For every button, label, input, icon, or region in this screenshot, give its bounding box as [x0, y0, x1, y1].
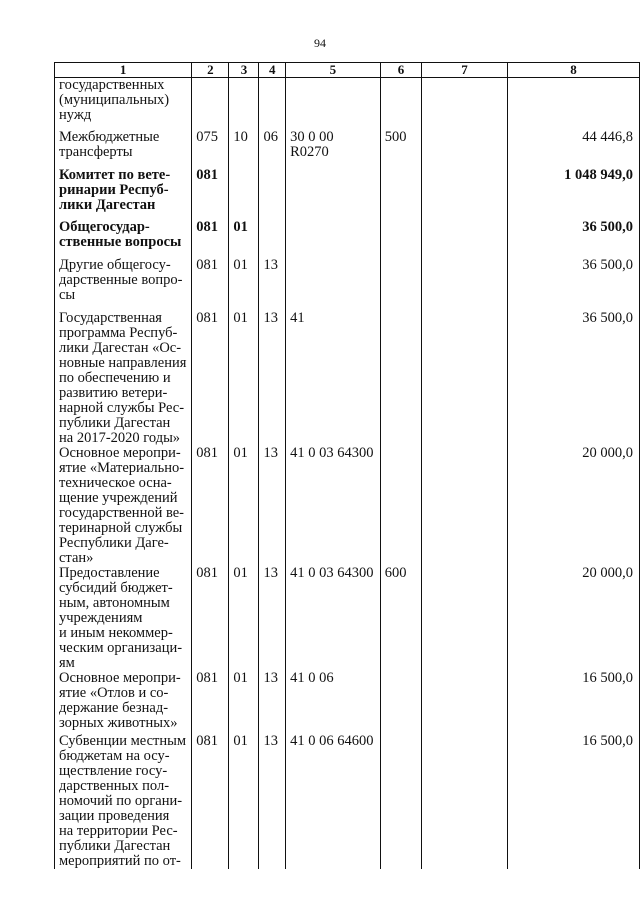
row-section-cell [229, 734, 259, 869]
row-amount-cell-text: 36 500,0 [582, 218, 633, 235]
table-row [55, 130, 640, 168]
row-target-article-cell [286, 566, 381, 671]
row-admin-code-cell [192, 258, 229, 311]
budget-table [54, 62, 640, 869]
row-section-cell [229, 78, 259, 130]
row-admin-code-cell [192, 130, 229, 168]
row-admin-code-cell-text: 081 [196, 218, 219, 235]
table-row [55, 78, 640, 130]
row-column7-cell [422, 258, 508, 311]
row-target-article-cell [286, 258, 381, 311]
row-section-cell [229, 311, 259, 446]
table-row [55, 168, 640, 220]
row-name-cell-text: Комитет по вете- ринарии Респуб- лики Дагестан [59, 166, 171, 213]
row-column7-cell [422, 220, 508, 258]
row-admin-code-cell [192, 566, 229, 671]
row-amount-cell-text: 20 000,0 [582, 444, 633, 461]
row-target-article-cell-text: 41 [290, 309, 305, 326]
row-section-cell-text: 01 [233, 309, 248, 326]
row-target-article-cell-text: 41 0 06 [290, 669, 334, 686]
row-column7-cell [422, 78, 508, 130]
column-header: 8 [507, 63, 639, 78]
row-admin-code-cell-text: 081 [196, 564, 219, 581]
header-row [55, 63, 640, 78]
row-target-article-cell [286, 220, 381, 258]
row-target-article-cell [286, 168, 381, 220]
row-amount-cell-text: 16 500,0 [582, 732, 633, 749]
row-admin-code-cell [192, 168, 229, 220]
column-header: 4 [259, 63, 286, 78]
table-row [55, 566, 640, 671]
row-section-cell [229, 168, 259, 220]
column-header: 2 [192, 63, 229, 78]
table-row [55, 220, 640, 258]
row-name-cell [55, 734, 192, 869]
row-name-cell-text: Предоставление субсидий бюджет- ным, автономным учреждениям и иным некоммер- ческим организаци- ям [59, 564, 183, 671]
row-amount-cell [507, 734, 639, 869]
row-name-cell [55, 446, 192, 566]
column-header: 7 [422, 63, 508, 78]
row-name-cell-text: Основное меропри- ятие «Отлов и со- держание безнад- зорных животных» [59, 669, 181, 731]
row-subsection-cell-text: 13 [263, 444, 278, 461]
row-name-cell [55, 311, 192, 446]
row-target-article-cell-text: 41 0 03 64300 [290, 444, 374, 461]
row-column7-cell [422, 311, 508, 446]
row-subsection-cell-text: 13 [263, 309, 278, 326]
table-row [55, 258, 640, 311]
row-amount-cell [507, 311, 639, 446]
row-column7-cell [422, 130, 508, 168]
row-section-cell [229, 220, 259, 258]
row-target-article-cell [286, 311, 381, 446]
row-expense-type-cell [380, 566, 422, 671]
row-amount-cell [507, 168, 639, 220]
row-amount-cell [507, 446, 639, 566]
row-amount-cell-text: 1 048 949,0 [564, 166, 633, 183]
row-amount-cell [507, 258, 639, 311]
row-expense-type-cell [380, 258, 422, 311]
row-section-cell-text: 01 [233, 218, 248, 235]
row-admin-code-cell [192, 78, 229, 130]
row-expense-type-cell-text: 600 [384, 564, 407, 581]
row-admin-code-cell-text: 081 [196, 444, 219, 461]
row-column7-cell [422, 734, 508, 869]
row-admin-code-cell [192, 734, 229, 869]
row-name-cell [55, 220, 192, 258]
table-row [55, 311, 640, 446]
row-section-cell-text: 01 [233, 256, 248, 273]
row-subsection-cell-text: 13 [263, 564, 278, 581]
row-section-cell-text: 01 [233, 444, 248, 461]
row-name-cell-text: Государственная программа Респуб- лики Дагестан «Ос- новные направления по обеспечению и развитию ветери- нарной службы Рес- публики Дагестан на 2017-2020 годы» [59, 309, 187, 446]
row-name-cell [55, 168, 192, 220]
row-subsection-cell [259, 220, 286, 258]
row-admin-code-cell [192, 446, 229, 566]
row-name-cell [55, 671, 192, 734]
row-amount-cell-text: 20 000,0 [582, 564, 633, 581]
row-name-cell [55, 78, 192, 130]
column-header: 6 [380, 63, 422, 78]
row-admin-code-cell-text: 081 [196, 166, 219, 183]
row-column7-cell [422, 446, 508, 566]
row-subsection-cell [259, 566, 286, 671]
table-header [55, 63, 640, 78]
row-subsection-cell [259, 258, 286, 311]
row-name-cell-text: Общегосудар- ственные вопросы [59, 218, 182, 250]
row-subsection-cell [259, 78, 286, 130]
column-header: 5 [286, 63, 381, 78]
row-expense-type-cell [380, 734, 422, 869]
row-target-article-cell [286, 671, 381, 734]
row-amount-cell-text: 16 500,0 [582, 669, 633, 686]
row-subsection-cell-text: 13 [263, 669, 278, 686]
row-expense-type-cell [380, 220, 422, 258]
row-amount-cell [507, 78, 639, 130]
row-subsection-cell-text: 13 [263, 732, 278, 749]
row-target-article-cell-text: 30 0 00 R0270 [290, 128, 334, 160]
row-target-article-cell [286, 446, 381, 566]
table-row [55, 734, 640, 869]
page-number: 94 [314, 36, 326, 50]
row-expense-type-cell [380, 78, 422, 130]
row-expense-type-cell-text: 500 [384, 128, 407, 145]
row-subsection-cell [259, 168, 286, 220]
row-section-cell [229, 671, 259, 734]
table-body [55, 78, 640, 869]
row-expense-type-cell [380, 168, 422, 220]
row-subsection-cell-text: 06 [263, 128, 278, 145]
row-expense-type-cell [380, 130, 422, 168]
table-row [55, 671, 640, 734]
row-subsection-cell [259, 734, 286, 869]
row-section-cell-text: 01 [233, 732, 248, 749]
row-amount-cell [507, 220, 639, 258]
row-subsection-cell [259, 671, 286, 734]
row-admin-code-cell [192, 220, 229, 258]
row-admin-code-cell [192, 311, 229, 446]
row-amount-cell-text: 36 500,0 [582, 256, 633, 273]
table-row [55, 446, 640, 566]
row-expense-type-cell [380, 311, 422, 446]
row-target-article-cell-text: 41 0 06 64600 [290, 732, 374, 749]
row-section-cell [229, 566, 259, 671]
row-name-cell [55, 130, 192, 168]
row-target-article-cell [286, 78, 381, 130]
row-section-cell [229, 446, 259, 566]
row-expense-type-cell [380, 446, 422, 566]
row-subsection-cell [259, 446, 286, 566]
row-amount-cell [507, 566, 639, 671]
row-subsection-cell [259, 311, 286, 446]
row-target-article-cell [286, 734, 381, 869]
row-column7-cell [422, 671, 508, 734]
row-name-cell-text: государственных (муниципальных) нужд [59, 77, 170, 123]
row-subsection-cell [259, 130, 286, 168]
row-column7-cell [422, 168, 508, 220]
row-amount-cell-text: 44 446,8 [582, 128, 633, 145]
row-expense-type-cell [380, 671, 422, 734]
row-amount-cell [507, 671, 639, 734]
row-admin-code-cell [192, 671, 229, 734]
row-name-cell-text: Субвенции местным бюджетам на осу- ществление госу- дарственных пол- номочий по органи- зации проведения на территории Рес- публики Дагестан мероприятий по от- [59, 732, 187, 869]
row-admin-code-cell-text: 081 [196, 309, 219, 326]
row-section-cell-text: 01 [233, 669, 248, 686]
row-admin-code-cell-text: 081 [196, 669, 219, 686]
column-header: 3 [229, 63, 259, 78]
row-target-article-cell [286, 130, 381, 168]
row-name-cell-text: Основное меропри- ятие «Материально- техническое осна- щение учреждений государственной ве- теринарной службы Республики Даге- стан» [59, 444, 185, 566]
row-amount-cell [507, 130, 639, 168]
row-name-cell [55, 258, 192, 311]
row-admin-code-cell-text: 081 [196, 256, 219, 273]
row-admin-code-cell-text: 075 [196, 128, 219, 145]
column-header: 1 [55, 63, 192, 78]
row-section-cell [229, 130, 259, 168]
row-column7-cell [422, 566, 508, 671]
row-name-cell-text: Межбюджетные трансферты [59, 128, 160, 160]
row-section-cell [229, 258, 259, 311]
row-name-cell [55, 566, 192, 671]
row-section-cell-text: 10 [233, 128, 248, 145]
row-name-cell-text: Другие общегосу- дарственные вопро- сы [59, 256, 183, 303]
row-admin-code-cell-text: 081 [196, 732, 219, 749]
row-target-article-cell-text: 41 0 03 64300 [290, 564, 374, 581]
row-amount-cell-text: 36 500,0 [582, 309, 633, 326]
row-section-cell-text: 01 [233, 564, 248, 581]
row-subsection-cell-text: 13 [263, 256, 278, 273]
